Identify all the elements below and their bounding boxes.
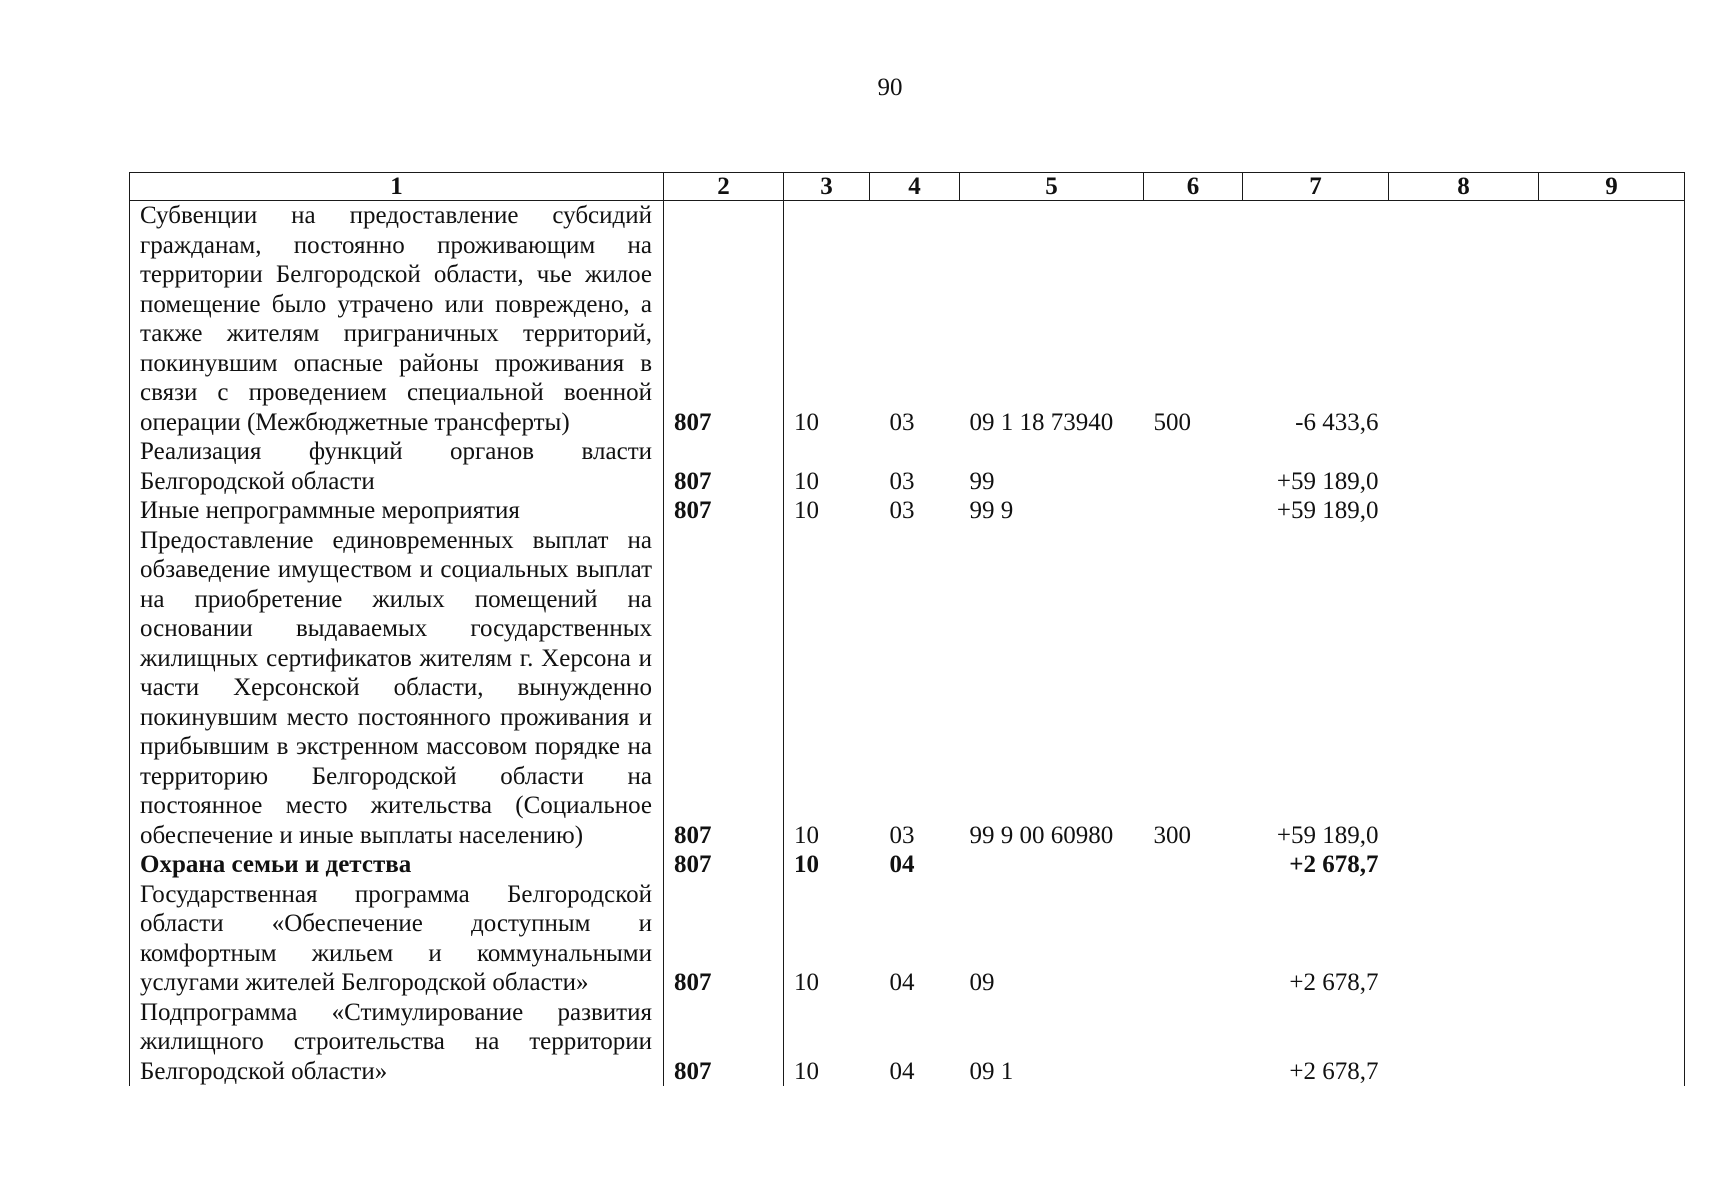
header-cell: 5 [960,173,1144,201]
row-csr-cell [960,850,1144,880]
header-cell: 7 [1243,173,1389,201]
row-subsection-cell: 03 [889,408,915,436]
row-name-cell: Подпрограмма «Стимулирование развития жилищного строительства на территории Белгородской области» [130,998,664,1087]
row-csr-cell: 99 9 [969,497,1014,524]
table-row [130,998,1685,1087]
row-section-cell: 10 [784,201,870,438]
row-col9-cell [1539,201,1685,438]
row-csr-cell: 09 1 18 73940 [969,408,1114,436]
row-col8-cell [1389,880,1539,998]
row-name-cell: Реализация функций органов власти Белгородской области [130,437,664,496]
row-name-cell: Иные непрограммные мероприятия [130,496,664,526]
row-sum-cell: +59 189,0 [1276,497,1379,524]
row-section-cell: 10 [784,526,870,851]
table-row [130,437,1685,496]
row-subsection-cell: 04 [889,969,915,996]
row-col9-cell [1539,880,1685,998]
table-row [130,526,1685,851]
header-cell: 2 [664,173,784,201]
row-vr-cell [1144,437,1243,496]
row-code-cell: 807 [664,201,784,438]
table-row [130,880,1685,998]
row-csr-cell: 09 1 [969,1057,1014,1085]
row-col8-cell [1389,201,1539,438]
header-row [130,173,1685,201]
row-subsection-cell: 03 [889,821,915,849]
row-vr-cell [1144,496,1243,526]
row-code-cell: 807 [664,496,784,526]
row-vr-cell [1144,880,1243,998]
table-row [130,201,1685,438]
row-csr-cell: 99 9 00 60980 [969,821,1114,849]
row-code-cell: 807 [664,437,784,496]
row-code-cell: 807 [664,526,784,851]
header-cell: 3 [784,173,870,201]
header-cell: 8 [1389,173,1539,201]
row-section-cell: 10 [784,496,870,526]
row-name-cell: Предоставление единовременных выплат на обзаведение имуществом и социальных выплат на приобретение жилых помещений на основании выдаваемых государственных жилищных сертификатов жителям г. Херсона и части Херсонской области, вынужденно покинувшим место постоянного проживания и прибывшим в экстренном массовом порядке на территорию Белгородской области на постоянное место жительства (Социальное обеспечение и иные выплаты населению) [130,526,664,851]
row-col9-cell [1539,998,1685,1087]
row-vr-cell [1144,998,1243,1087]
row-code-cell: 807 [664,850,784,880]
row-col9-cell [1539,850,1685,880]
row-col8-cell [1389,850,1539,880]
row-col8-cell [1389,526,1539,851]
page-number: 90 [877,74,903,101]
row-name-cell: Субвенции на предоставление субсидий гражданам, постоянно проживающим на территории Белгородской области, чье жилое помещение было утрачено или повреждено, а также жителям приграничных территорий, покинувшим опасные районы проживания в связи с проведением специальной военной операции (Межбюджетные трансферты) [130,201,664,438]
row-vr-cell: 300 [1153,821,1191,849]
row-col8-cell [1389,998,1539,1087]
row-subsection-cell: 04 [889,1057,915,1085]
budget-table [129,172,1685,1086]
row-code-cell: 807 [664,998,784,1087]
row-sum-cell: -6 433,6 [1295,408,1379,436]
row-section-cell: 10 [784,880,870,998]
row-sum-cell: +2 678,7 [1289,969,1379,996]
row-sum-cell: +59 189,0 [1276,821,1379,849]
row-sum-cell: +2 678,7 [1289,851,1379,878]
row-sum-cell: +2 678,7 [1289,1057,1379,1085]
header-cell: 1 [130,173,664,201]
row-subsection-cell: 03 [889,467,915,495]
row-col8-cell [1389,496,1539,526]
header-cell: 4 [870,173,960,201]
row-csr-cell: 09 [969,969,995,996]
row-csr-cell: 99 [969,467,995,495]
header-cell: 6 [1144,173,1243,201]
table-row [130,496,1685,526]
row-vr-cell [1144,850,1243,880]
row-name-cell: Охрана семьи и детства [130,850,664,880]
header-cell: 9 [1539,173,1685,201]
row-name-cell: Государственная программа Белгородской области «Обеспечение доступным и комфортным жильем и коммунальными услугами жителей Белгородской области» [130,880,664,998]
row-col9-cell [1539,496,1685,526]
row-section-cell: 10 [784,437,870,496]
row-code-cell: 807 [664,880,784,998]
row-sum-cell: +59 189,0 [1276,467,1379,495]
row-col9-cell [1539,526,1685,851]
table-row [130,850,1685,880]
row-vr-cell: 500 [1153,408,1191,436]
row-col9-cell [1539,437,1685,496]
row-section-cell: 10 [784,850,870,880]
row-subsection-cell: 03 [889,497,915,524]
row-section-cell: 10 [784,998,870,1087]
row-subsection-cell: 04 [889,851,915,878]
row-col8-cell [1389,437,1539,496]
